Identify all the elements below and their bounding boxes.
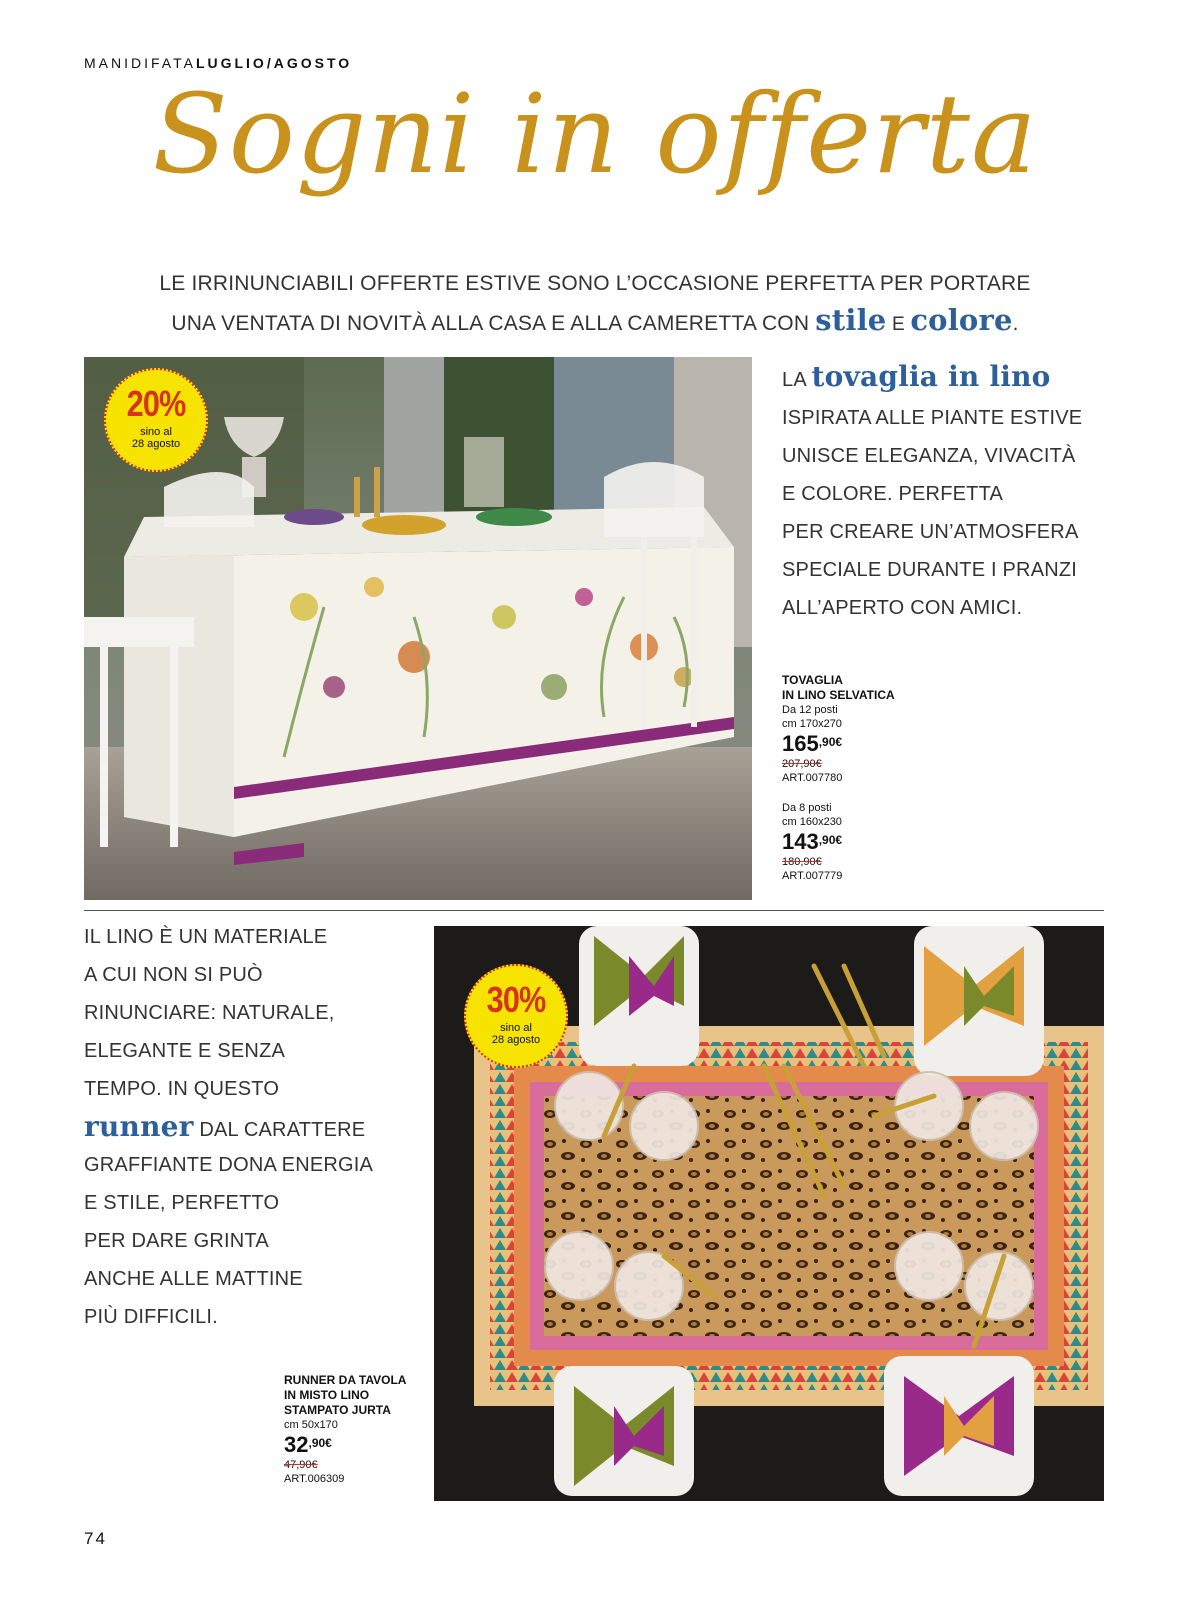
- intro-line-2: [0, 303, 1190, 337]
- badge-until-line-1: sino al: [140, 426, 172, 438]
- description-line: A CUI NON SI PUÒ: [84, 964, 263, 986]
- badge-until-line-1: sino al: [500, 1022, 532, 1034]
- variant-price: [782, 731, 895, 757]
- intro-conjunction: E: [886, 314, 911, 335]
- description-line: IL LINO È UN MATERIALE: [84, 926, 328, 948]
- badge-until-line-2: 28 agosto: [131, 438, 181, 450]
- accent-after: DAL CARATTERE: [193, 1119, 366, 1141]
- article-code: ART.007780: [782, 772, 843, 784]
- old-price: 47,90€: [284, 1459, 318, 1471]
- product-name-line-3: STAMPATO JURTA: [284, 1403, 391, 1417]
- article-code: ART.007779: [782, 870, 843, 882]
- page-number: 74: [84, 1529, 107, 1548]
- discount-badge-30: [464, 964, 568, 1068]
- section-divider: [84, 910, 1104, 911]
- variant-price: [782, 829, 895, 855]
- price-integer: 165: [782, 731, 819, 756]
- product-size: cm 50x170: [284, 1419, 338, 1431]
- product-price: [284, 1432, 406, 1458]
- runner-product-info: [284, 1373, 406, 1486]
- magazine-name: MANIDIFATA: [84, 55, 196, 71]
- description-line: RINUNCIARE: NATURALE,: [84, 1002, 335, 1024]
- price-decimal: ,90€: [308, 1436, 332, 1450]
- description-line: UNISCE ELEGANZA, VIVACITÀ: [782, 445, 1076, 467]
- accent-runner: runner: [84, 1110, 194, 1143]
- badge-until-line-2: 28 agosto: [491, 1034, 541, 1046]
- product-name-line-1: RUNNER DA TAVOLA: [284, 1373, 407, 1387]
- description-line: PER CREARE UN’ATMOSFERA: [782, 521, 1079, 543]
- product-name-line-2: IN LINO SELVATICA: [782, 688, 895, 702]
- description-line: ELEGANTE E SENZA: [84, 1040, 286, 1062]
- description-line: ALL’APERTO CON AMICI.: [782, 597, 1023, 619]
- intro-accent-stile: stile: [815, 303, 887, 337]
- price-decimal: ,90€: [818, 833, 843, 847]
- runner-description: [84, 918, 373, 1336]
- description-line: SPECIALE DURANTE I PRANZI: [782, 559, 1078, 581]
- description-line: ISPIRATA ALLE PIANTE ESTIVE: [782, 407, 1083, 429]
- intro-line-2-text: UNA VENTATA DI NOVITÀ ALLA CASA E ALLA CAMERETTA CON: [171, 312, 816, 335]
- running-head: [84, 55, 352, 71]
- page-title: Sogni in offerta: [152, 70, 1038, 198]
- price-integer: 32: [284, 1432, 309, 1457]
- description-line: GRAFFIANTE DONA ENERGIA: [84, 1154, 374, 1176]
- discount-badge-20: [104, 368, 208, 472]
- intro-accent-colore: colore: [910, 303, 1013, 337]
- variant-size: cm 170x270: [782, 718, 842, 730]
- issue-label: LUGLIO/AGOSTO: [195, 55, 353, 71]
- description-line: E STILE, PERFETTO: [84, 1192, 280, 1214]
- lead-prefix: LA: [782, 369, 812, 391]
- product-name-line-2: IN MISTO LINO: [284, 1388, 370, 1402]
- intro-line-1: LE IRRINUNCIABILI OFFERTE ESTIVE SONO L’OCCASIONE PERFETTA PER PORTARE: [159, 272, 1031, 295]
- badge-percent: 20%: [126, 383, 186, 424]
- description-line: E COLORE. PERFETTA: [782, 483, 1004, 505]
- old-price: 207,90€: [782, 758, 822, 770]
- intro-end: .: [1012, 312, 1019, 335]
- variant-seats: Da 12 posti: [782, 704, 838, 716]
- tablecloth-product-info: [782, 673, 895, 883]
- variant-size: cm 160x230: [782, 816, 842, 828]
- old-price: 180,90€: [782, 856, 822, 868]
- description-line: ANCHE ALLE MATTINE: [84, 1268, 303, 1290]
- article-code: ART.006309: [284, 1473, 345, 1485]
- price-decimal: ,90€: [818, 735, 843, 749]
- tablecloth-description: [782, 355, 1082, 627]
- badge-percent: 30%: [486, 979, 546, 1020]
- description-line: PER DARE GRINTA: [84, 1230, 269, 1252]
- product-name-line-1: TOVAGLIA: [782, 673, 843, 687]
- lead-accent-tovaglia: tovaglia in lino: [811, 360, 1051, 393]
- description-line: TEMPO. IN QUESTO: [84, 1078, 280, 1100]
- description-line: PIÙ DIFFICILI.: [84, 1306, 218, 1328]
- variant-seats: Da 8 posti: [782, 802, 832, 814]
- price-integer: 143: [782, 829, 819, 854]
